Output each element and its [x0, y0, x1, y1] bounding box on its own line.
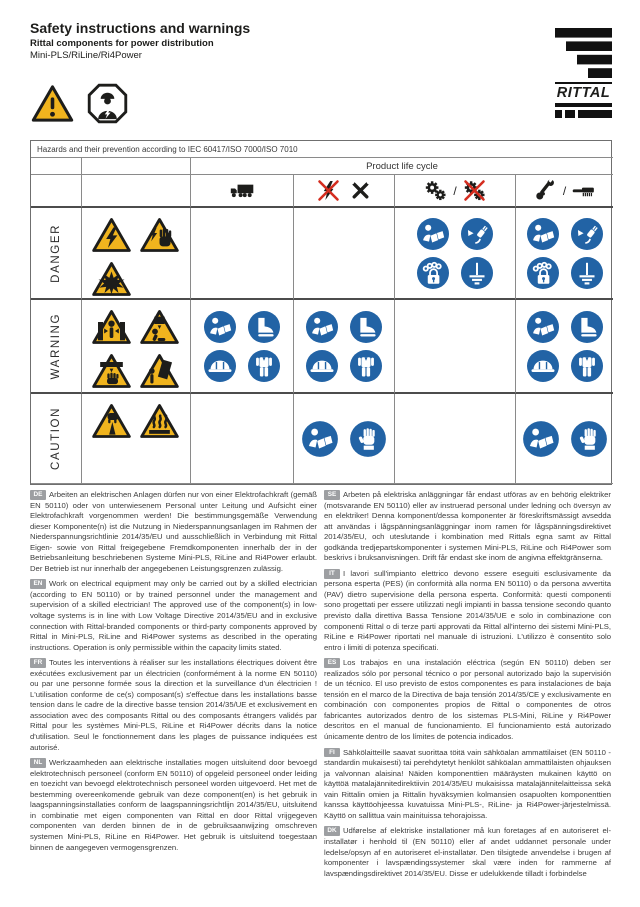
empty-cell [31, 175, 82, 208]
document-header [30, 20, 250, 61]
crush-body-icon [91, 307, 132, 347]
cell-caution-transport [191, 394, 294, 484]
safety-paragraph-de [30, 490, 317, 574]
lang-badge-fr: FR [30, 658, 46, 668]
paragraph-text: Arbeiten an elektrischen Anlagen dürfen nur von einer Elektrofachkraft (gemäß EN 50110) oder von unterwiesenem Personal unter Leitung und Aufsicht einer Elektrofachkraft vorgenommen werden! Die bestimmungsgemäße Verwendung dieser Komponente(n) ist die Nutzung in Niederspannungsanlagen im Rahmen der Niederspannungsrichtlinie 2014/35/EU und ausschließlich in Verbindung mit Rittal Eigen- sowie von Rittal freigegebene Fremdkomponenten innerhalb der in der Betriebsanleitung beschriebenen Systeme Mini-PLS, RiLine and Ri4Power erlaubt. Der Betrieb ist nur innerhalb der angegebenen Leistungsgrenzen zulässig. [30, 490, 317, 573]
read-manual-icon [203, 310, 237, 344]
no-gears-icon [461, 177, 488, 204]
brush-icon [570, 177, 597, 204]
safety-paragraph-nl [30, 758, 317, 853]
lang-badge-it: IT [324, 569, 340, 579]
empty-cell [82, 175, 191, 208]
column-operation [395, 175, 516, 208]
safety-paragraph-en [30, 579, 317, 653]
read-manual-icon [301, 420, 339, 458]
hard-hat-icon [305, 349, 339, 383]
empty-cell [82, 158, 191, 175]
safety-paragraph-it [324, 569, 611, 653]
page-subtitle: Rittal components for power distribution [30, 37, 214, 49]
cell-danger-operation [395, 208, 516, 300]
header-safety-pictograms [30, 82, 130, 125]
no-voltage-icon [315, 177, 342, 204]
explosion-icon [91, 259, 132, 299]
safety-paragraph-es [324, 658, 611, 742]
warning-triangle-icon [30, 82, 75, 125]
lang-badge-dk: DK [324, 826, 340, 836]
cell-warning-operation [395, 300, 516, 394]
safety-boots-icon [247, 310, 281, 344]
disconnect-mains-icon [460, 217, 494, 251]
earth-ground-icon [570, 256, 604, 290]
protective-clothing-icon [247, 349, 281, 383]
cell-warning-hazards [82, 300, 191, 394]
lockout-icon [526, 256, 560, 290]
paragraph-text: Toutes les interventions à réaliser sur les installations électriques doivent être exécutées exclusivement par un électricien (conformément à la norme EN 50110) ou par une personne formée sous la direction et la surveillance d'un électricien ! L'utilisation conforme de ce(s) composant(s) s'effectue dans les installations basse tension dans le cadre de la directive basse tension 2014/35/UE et exclusivement en association avec des composants Rittal ou des composants étrangers validés par Rittal pour les systèmes Mini-PLS, RiLine et Ri4Power décrits dans la notice d'utilisation. Seul le fonctionnement dans les plages de puissance indiquées est autorisé. [30, 658, 317, 752]
multilingual-text [30, 490, 612, 907]
lang-badge-nl: NL [30, 758, 46, 768]
text-column-right [324, 490, 611, 907]
safety-paragraph-dk [324, 826, 611, 879]
rittal-logo-steps-icon [555, 28, 612, 78]
paragraph-text: Work on electrical equipment may only be carried out by a skilled electrician (according to EN 50110) or by trained personnel under the management and supervision of a skilled electrician! The approved use of the component(s) in low-voltage systems is in line with Low Voltage Directive 2014/35/EU and in exclusive connection with Rittal-branded components or third-party components approved by Rittal in Mini-PLS, RiLine and Ri4Power systems as described in the operating instructions. Operation is only permissible within the capacity limits stated. [30, 579, 317, 652]
truck-icon [226, 177, 259, 204]
lang-badge-en: EN [30, 579, 46, 589]
paragraph-text: Sähkölaitteille saavat suorittaa töitä vain sähköalan ammattilaiset (EN 50110 -standardin mukaisesti) tai perehdytetyt henkilöt sähköalan ammattilaisten ohjauksen ja valvonnan alaisina! Näiden komponenttien määräysten mukainen käyttö on käyttöä matalajännitedirektiivin 2014/35/EU mukaisissa matalajännitelaitteissa sekä vain Rittalin omien ja Rittalin hyväksymien kolmansien osapuolten komponenttien kanssa käyttöohjeessa kuvatuissa Mini-PLS-, RiLine- ja Ri4Power-järjestelmissä. Käyttö on sallittua vain mainituissa tehorajoissa. [324, 747, 611, 820]
lang-badge-es: ES [324, 658, 340, 668]
table-caption: Hazards and their prevention according to IEC 60417/ISO 7000/ISO 7010 [31, 141, 613, 158]
gears-icon [422, 177, 449, 204]
electric-shock-icon [91, 215, 132, 255]
row-label-caution: CAUTION [31, 394, 82, 484]
safety-boots-icon [570, 310, 604, 344]
cell-caution-maintenance [516, 394, 613, 484]
protective-gloves-icon [349, 420, 387, 458]
hand-injury-icon [91, 351, 132, 391]
electric-shock-hand-icon [139, 215, 180, 255]
column-maintenance [516, 175, 613, 208]
hand-wrench-icon [532, 177, 559, 204]
lang-badge-de: DE [30, 490, 46, 500]
paragraph-text: Udførelse af elektriske installationer må kun foretages af en autoriseret el-installatør i henhold til (EN 50110) eller af andet uddannet personale under ledelse/opsyn af en autoriseret el-installatør. Den tilsigtede anvendelse i brugen af komponenter i lavspændingssystemer skal være inden for rammerne af lavspændingsdirektivet 2014/35/EU. Disse er udelukkende tilladt i forbindelse [324, 826, 611, 878]
safety-boots-icon [349, 310, 383, 344]
hot-surface-icon [139, 401, 180, 441]
product-line: Mini-PLS/RiLine/Ri4Power [30, 49, 142, 61]
paragraph-text: Los trabajos en una instalación eléctrica (según EN 50110) deben ser realizados sólo por personal técnico o por personal autorizado bajo la supervisión de un técnico. El uso previsto de estos componentes es para instalaciones de baja tensión en el marco de la Directiva de baja tensión 2014/35/CE y exclusivamente en combinación con componentes propios de Rittal o componentes de otros fabricantes autorizados dentro de los sistemas PLS-Mini, RiLine y Ri4Power descritos en el manual de funcionamiento. El funcionamiento está autorizado únicamente dentro de los límites de potencia indicados. [324, 658, 611, 742]
crossed-tools-icon [347, 177, 374, 204]
lang-badge-fi: FI [324, 748, 340, 758]
cell-caution-operation [395, 394, 516, 484]
safety-paragraph-fi [324, 748, 611, 822]
read-manual-icon [526, 217, 560, 251]
brand-wordmark: RITTAL [555, 82, 612, 107]
protective-gloves-icon [570, 420, 608, 458]
column-transport [191, 175, 294, 208]
hazard-table [30, 140, 612, 485]
product-life-cycle-header: Product life cycle [191, 158, 613, 175]
slash-separator: / [453, 183, 457, 198]
disconnect-mains-icon [570, 217, 604, 251]
cell-danger-installation [294, 208, 395, 300]
read-manual-icon [305, 310, 339, 344]
cell-caution-hazards [82, 394, 191, 484]
earth-ground-icon [460, 256, 494, 290]
protective-clothing-icon [570, 349, 604, 383]
lockout-icon [416, 256, 450, 290]
read-manual-icon [416, 217, 450, 251]
sharp-elements-icon [91, 401, 132, 441]
overhead-load-icon [139, 307, 180, 347]
row-label-warning: WARNING [31, 300, 82, 394]
read-manual-icon [526, 310, 560, 344]
lang-badge-se: SE [324, 490, 340, 500]
cell-caution-installation [294, 394, 395, 484]
slash-separator: / [562, 183, 567, 198]
cell-warning-installation [294, 300, 395, 394]
cell-danger-transport [191, 208, 294, 300]
safety-paragraph-fr [30, 658, 317, 753]
cell-warning-maintenance [516, 300, 613, 394]
logo-segment-bar [555, 110, 612, 118]
safety-paragraph-se [324, 490, 611, 564]
column-installation [294, 175, 395, 208]
empty-cell [31, 158, 82, 175]
hard-hat-icon [203, 349, 237, 383]
protective-clothing-icon [349, 349, 383, 383]
rittal-logo [555, 28, 612, 118]
page-title: Safety instructions and warnings [30, 20, 251, 36]
text-column-left [30, 490, 317, 907]
cell-danger-hazards [82, 208, 191, 300]
skilled-electrician-icon [85, 82, 130, 125]
paragraph-text: Arbeten på elektriska anläggningar får endast utföras av en behörig elektriker (motsvarande EN 50110) eller av instruerad personal under ledning och översyn av en elektriker! Denna komponent/dessa komponenter är föreskriftsmässigt avsedda att användas i lågspänningsanläggningar inom ramen för lågspänningsdirektivet 2014/35/EU, och uteslutande i kombination med Rittals egna samt av Rittal godkända tredjepartskomponenter i systemen Mini-PLS, RiLine och Ri4Power som beskrivs i bruksanvisningen. Drift får endast ske inom de angivna effektgränserna. [324, 490, 611, 563]
paragraph-text: I lavori sull'impianto elettrico devono essere eseguiti esclusivamente da persona esperta (PES) (in conformità alla norma EN 50110) o da persona avvertita (PAV) dietro supervisione della persona esperta. Conformità: questi componenti sono progettati per essere utilizzati negli impianti in bassa tensione secondo quanto previsto dalla direttiva Bassa Tensione 2014/35/UE e solo in combinazione con componenti Rittal o di terze parti approvati da Rittal all'interno dei sistemi Mini-PLS, RiLine e Ri4Power riportati nel manuale di istruzioni. L'utilizzo è consentito solo entro i limiti di potenza specificati. [324, 568, 611, 652]
cell-warning-transport [191, 300, 294, 394]
row-label-danger: DANGER [31, 208, 82, 300]
hard-hat-icon [526, 349, 560, 383]
cell-danger-maintenance [516, 208, 613, 300]
paragraph-text: Werkzaamheden aan elektrische installaties mogen uitsluitend door bevoegd elektrotechnisch personeel (conform EN 50110) of opgeleid personeel onder leiding en toezicht van bevoegd elektrotechnisch personeel worden uitgevoerd. Het met de bestemming overeenkomende gebruik van deze component(en) is het gebruik in laagspanningsinstallaties conform de laagspanningsrichtlijn 2014/35/EU, uitsluitend in combinatie met eigen componenten van Rittal en door Rittal vrijgegeven componenten van derden binnen de in de gebruiksaanwijzing omschreven systemen Mini-PLS, RiLine en Ri4Power. Het gebruik is uitsluitend toegestaan binnen de aangegeven vermogensgrenzen. [30, 758, 317, 852]
tipping-over-icon [139, 351, 180, 391]
read-manual-icon [522, 420, 560, 458]
